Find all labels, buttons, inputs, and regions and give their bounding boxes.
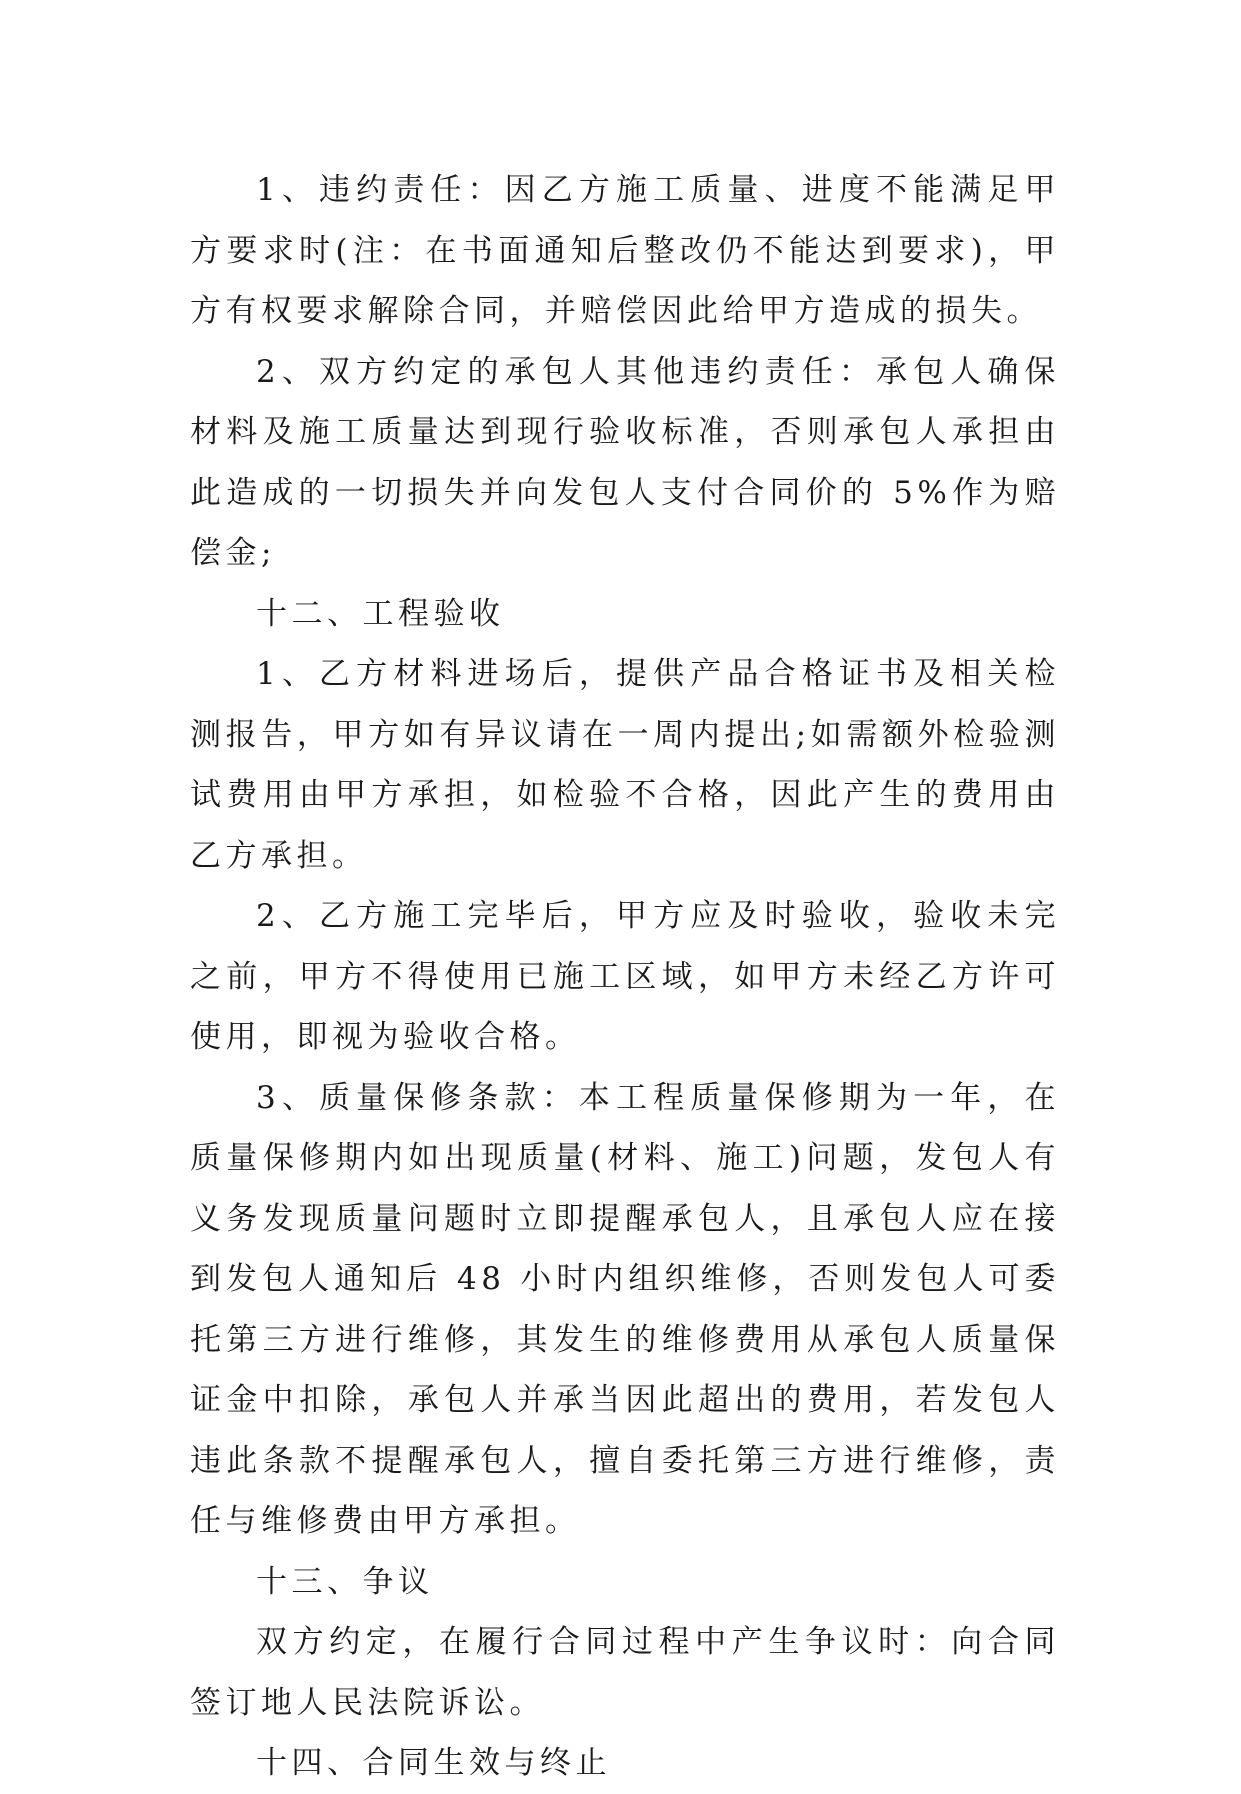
paragraph-material-inspection: 1、乙方材料进场后，提供产品合格证书及相关检测报告，甲方如有异议请在一周内提出;如需额外检验测试费用由甲方承担，如检验不合格，因此产生的费用由乙方承担。: [190, 656, 1060, 874]
document-body: [190, 160, 1060, 1794]
section-heading-dispute: 十三、争议: [256, 1563, 434, 1600]
paragraph-dispute-resolution: 双方约定，在履行合同过程中产生争议时：向合同签订地人民法院诉讼。: [190, 1624, 1060, 1721]
paragraph-completion-acceptance: 2、乙方施工完毕后，甲方应及时验收，验收未完之前，甲方不得使用已施工区域，如甲方未经乙方许可使用，即视为验收合格。: [190, 898, 1060, 1055]
paragraph-breach-liability: 1、违约责任：因乙方施工质量、进度不能满足甲方要求时(注：在书面通知后整改仍不能达到要求)，甲方有权要求解除合同，并赔偿因此给甲方造成的损失。: [190, 172, 1060, 329]
section-heading-effectiveness: 十四、合同生效与终止: [256, 1745, 611, 1781]
paragraph-warranty: 3、质量保修条款：本工程质量保修期为一年，在质量保修期内如出现质量(材料、施工)问题，发包人有义务发现质量问题时立即提醒承包人，且承包人应在接到发包人通知后 48 小时内组织维修，否则发包人可委托第三方进行维修，其发生的维修费用从承包人质量保证金中扣除，承包人并承当因此超出的费用，若发包人违此条款不提醒承包人，擅自委托第三方进行维修，责任与维修费由甲方承担。: [190, 1079, 1060, 1539]
section-heading-acceptance: 十二、工程验收: [256, 595, 505, 632]
paragraph-contractor-liability: 2、双方约定的承包人其他违约责任：承包人确保材料及施工质量达到现行验收标准，否则承包人承担由此造成的一切损失并向发包人支付合同价的 5%作为赔偿金;: [190, 353, 1060, 571]
